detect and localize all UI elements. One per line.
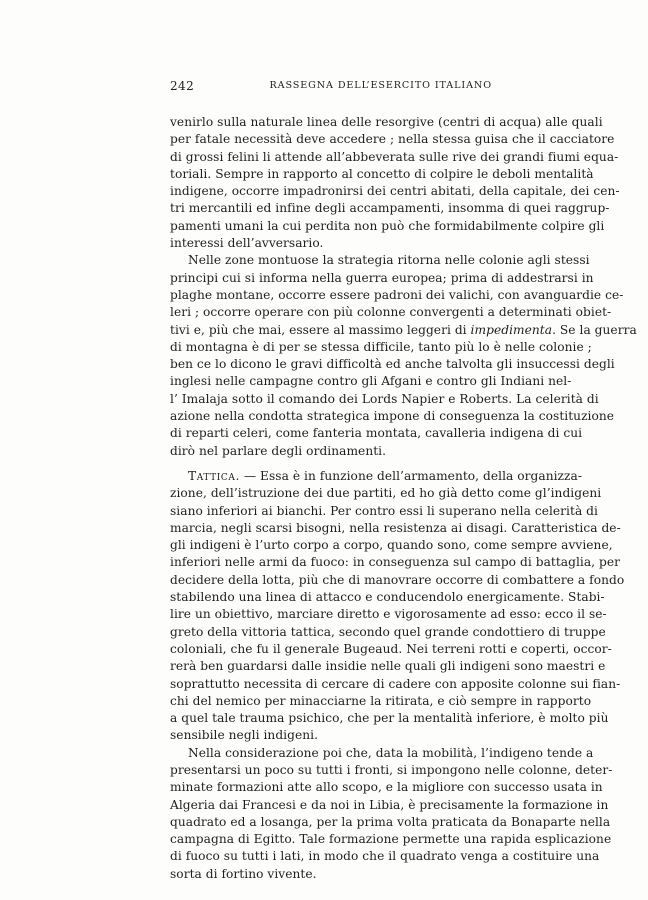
text-line: quadrato ed a losanga, per la prima volta praticata da Bonaparte nella <box>170 814 611 829</box>
text-line: sorta di fortino vivente. <box>170 866 317 881</box>
text-line: Nella considerazione poi che, data la mobilità, l’indigeno tende a <box>188 745 594 760</box>
body-text <box>170 114 637 883</box>
text-line: coloniali, che fu il generale Bugeaud. Nei terreni rotti e coperti, occor- <box>170 641 612 656</box>
text-line: stabilendo una linea di attacco e conducendolo energicamente. Stabi- <box>170 590 605 605</box>
text-line: dirò nel parlare degli ordinamenti. <box>170 443 387 458</box>
page-header <box>170 79 492 97</box>
text-line: per fatale necessità deve accedere ; nella stessa guisa che il cacciatore <box>170 132 615 147</box>
text-line: ben ce lo dicono le gravi difficoltà ed anche talvolta gli insuccessi degli <box>170 357 615 372</box>
text-line: venirlo sulla naturale linea delle resorgive (centri di acqua) alle quali <box>170 115 603 129</box>
text-line: inglesi nelle campagne contro gli Afgani e contro gli Indiani nel- <box>170 374 572 389</box>
text-line: azione nella condotta strategica impone di conseguenza la costituzione <box>170 409 615 424</box>
text-line: decidere della lotta, più che di manovrare occorre di combattere a fondo <box>170 572 625 587</box>
text-line: chi del nemico per minacciarne la ritirata, e ciò sempre in rapporto <box>170 693 592 708</box>
paragraph-4 <box>170 745 613 883</box>
text-line: lire un obiettivo, marciare diretto e vigorosamente ad esso: ecco il se- <box>170 607 607 622</box>
text-line: di reparti celeri, come fanteria montata, cavalleria indigena di cui <box>170 426 583 441</box>
text-line: campagna di Egitto. Tale formazione permette una rapida esplicazione <box>170 832 612 847</box>
text-line-with-italic <box>170 322 637 339</box>
text-line: principi cui si informa nella guerra europea; prima di addestrarsi in <box>170 270 594 285</box>
text-line: tri mercantili ed infine degli accampamenti, insomma di quei raggrup- <box>170 201 610 216</box>
running-title: RASSEGNA DELL’ESERCITO ITALIANO <box>269 80 492 91</box>
text-line: gli indigeni è l’urto corpo a corpo, quando sono, come sempre avviene, <box>170 538 613 553</box>
text-line-with-label <box>170 468 582 485</box>
text-line: l’ Imalaja sotto il comando dei Lords Napier e Roberts. La celerità di <box>170 391 599 406</box>
text-line: pamenti umani la cui perdita non può che formidabilmente colpire gli <box>170 218 605 233</box>
text-line: greto della vittoria tattica, secondo quel grande condottiero di truppe <box>170 624 606 639</box>
text-line: inferiori nelle armi da fuoco: in conseguenza sul campo di battaglia, per <box>170 555 620 570</box>
text-line: marcia, negli scarsi bisogni, nella resistenza ai disagi. Caratteristica de- <box>170 520 621 535</box>
text-line: a quel tale trauma psichico, che per la mentalità inferiore, è molto più <box>170 711 609 726</box>
text-line: sensibile negli indigeni. <box>170 728 319 743</box>
section-label: Tattica. <box>188 468 240 483</box>
paragraph-2 <box>170 252 637 460</box>
page-number: 242 <box>170 79 195 93</box>
text-line: presentarsi un poco su tutti i fronti, si impongono nelle colonne, deter- <box>170 762 613 777</box>
line-rest: — Essa è in funzione dell’armamento, della organizza- <box>239 468 582 483</box>
text-line: zione, dell’istruzione dei due partiti, ed ho già detto come gl’indigeni <box>170 486 602 501</box>
text-line: di grossi felini li attende all’abbeverata sulle rive dei grandi fiumi equa- <box>170 149 619 164</box>
text-line: Nelle zone montuose la strategia ritorna nelle colonie agli stessi <box>188 253 590 268</box>
text-line: Algeria dai Francesi e da noi in Libia, è precisamente la formazione in <box>170 797 609 812</box>
text-line: rerà ben guardarsi dalle insidie nelle quali gli indigeni sono maestri e <box>170 659 606 674</box>
line-start: tivi e, più che mai, essere al massimo leggeri di <box>170 322 471 337</box>
text-line: toriali. Sempre in rapporto al concetto di colpire le deboli mentalità <box>170 166 594 181</box>
text-line: di fuoco su tutti i lati, in modo che il quadrato venga a costituire una <box>170 849 600 864</box>
text-line: leri ; occorre operare con più colonne convergenti a determinati obiet- <box>170 305 612 320</box>
text-line: interessi dell’avversario. <box>170 236 324 251</box>
italic-word: impedimenta <box>470 322 553 337</box>
line-end: . Se la guerra <box>552 322 637 337</box>
section-gap <box>170 460 495 468</box>
text-line: indigene, occorre impadronirsi dei centri abitati, della capitale, dei cen- <box>170 184 620 199</box>
paragraph-tattica <box>170 468 625 745</box>
paragraph-1 <box>170 114 620 252</box>
text-line: di montagna è di per se stessa difficile, tanto più lo è nelle colonie ; <box>170 339 592 354</box>
text-line: minate formazioni atte allo scopo, e la migliore con successo usata in <box>170 780 603 795</box>
text-line: plaghe montane, occorre essere padroni dei valichi, con avanguardie ce- <box>170 287 624 302</box>
text-line: siano inferiori ai bianchi. Per contro essi li superano nella celerità di <box>170 503 598 518</box>
text-line: soprattutto necessita di cercare di cadere con apposite colonne sui fian- <box>170 676 621 691</box>
